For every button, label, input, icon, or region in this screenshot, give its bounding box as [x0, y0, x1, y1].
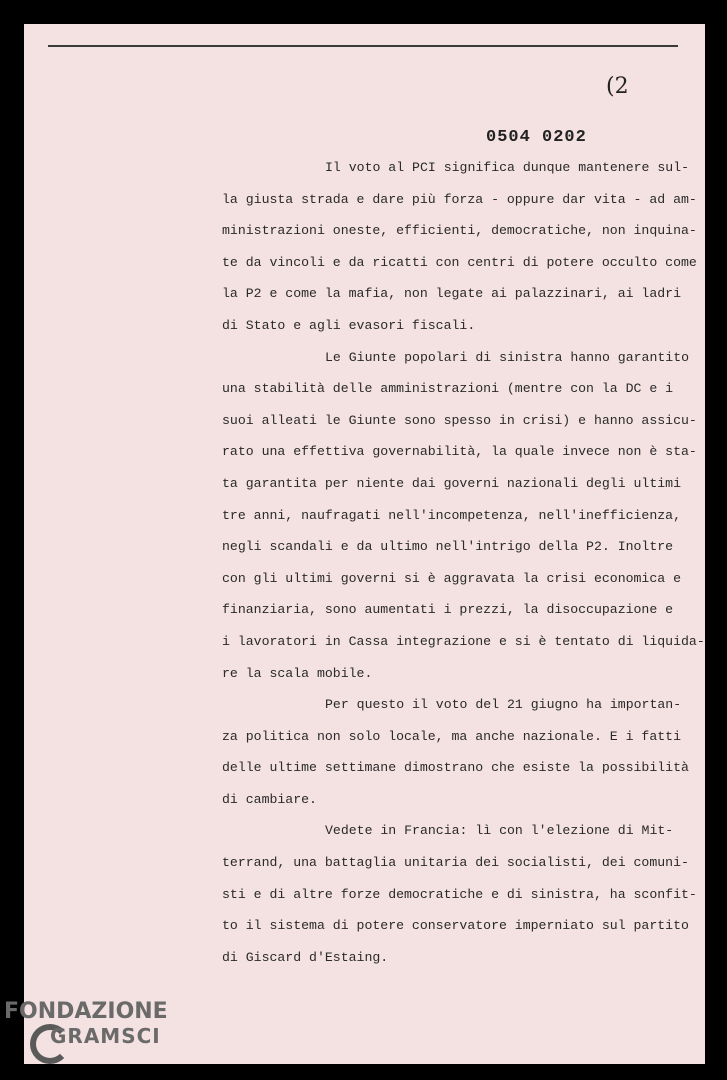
document-page: [24, 24, 705, 1064]
document-body: [222, 152, 705, 973]
text-line: Il voto al PCI significa dunque mantenere sul-: [325, 160, 690, 175]
text-line: Per questo il voto del 21 giugno ha importan-: [325, 697, 682, 713]
text-line: i lavoratori in Cassa integrazione e si è tentato di liquida-: [222, 633, 705, 649]
paragraph-1: [222, 152, 697, 342]
text-line: Le Giunte popolari di sinistra hanno garantito: [325, 349, 690, 365]
text-line: te da vincoli e da ricatti con centri di potere occulto come: [222, 254, 697, 270]
text-line: ministrazioni oneste, efficienti, democratiche, non inquina-: [222, 223, 697, 239]
text-line: di Giscard d'Estaing.: [222, 949, 389, 965]
top-rule: [48, 45, 678, 47]
text-line: di Stato e agli evasori fiscali.: [222, 317, 476, 333]
text-line: rato una effettiva governabilità, la quale invece non è sta-: [222, 444, 697, 460]
text-line: suoi alleati le Giunte sono spesso in crisi) e hanno assicu-: [222, 412, 697, 428]
paragraph-4: [222, 815, 697, 973]
text-line: la P2 e come la mafia, non legate ai palazzinari, ai ladri: [222, 286, 681, 302]
page-number: (2: [606, 74, 629, 99]
text-line: re la scala mobile.: [222, 665, 373, 681]
text-line: con gli ultimi governi si è aggravata la crisi economica e: [222, 570, 681, 586]
watermark: [4, 1000, 168, 1048]
text-line: to il sistema di potere conservatore imperniato sul partito: [222, 918, 689, 934]
paragraph-2: [222, 342, 705, 690]
text-line: finanziaria, sono aumentati i prezzi, la disoccupazione e: [222, 602, 674, 618]
text-line: delle ultime settimane dimostrano che esiste la possibilità: [222, 760, 689, 776]
paragraph-3: [222, 689, 689, 815]
text-line: terrand, una battaglia unitaria dei socialisti, dei comuni-: [222, 855, 689, 871]
watermark-line-1: FONDAZIONE: [4, 999, 168, 1024]
text-line: sti e di altre forze democratiche e di sinistra, ha sconfit-: [222, 886, 697, 902]
text-line: za politica non solo locale, ma anche nazionale. E i fatti: [222, 728, 681, 744]
text-line: ta garantita per niente dai governi nazionali degli ultimi: [222, 475, 681, 491]
text-line: una stabilità delle amministrazioni (mentre con la DC e i: [222, 381, 674, 397]
document-code: 0504 0202: [486, 128, 587, 147]
text-line: negli scandali e da ultimo nell'intrigo della P2. Inoltre: [222, 539, 674, 555]
text-line: Vedete in Francia: lì con l'elezione di Mit-: [325, 823, 674, 839]
text-line: di cambiare.: [222, 791, 317, 807]
text-line: la giusta strada e dare più forza - oppure dar vita - ad am-: [222, 191, 697, 207]
watermark-line-2: GRAMSCI: [50, 1024, 161, 1048]
text-line: tre anni, naufragati nell'incompetenza, nell'inefficienza,: [222, 507, 681, 523]
